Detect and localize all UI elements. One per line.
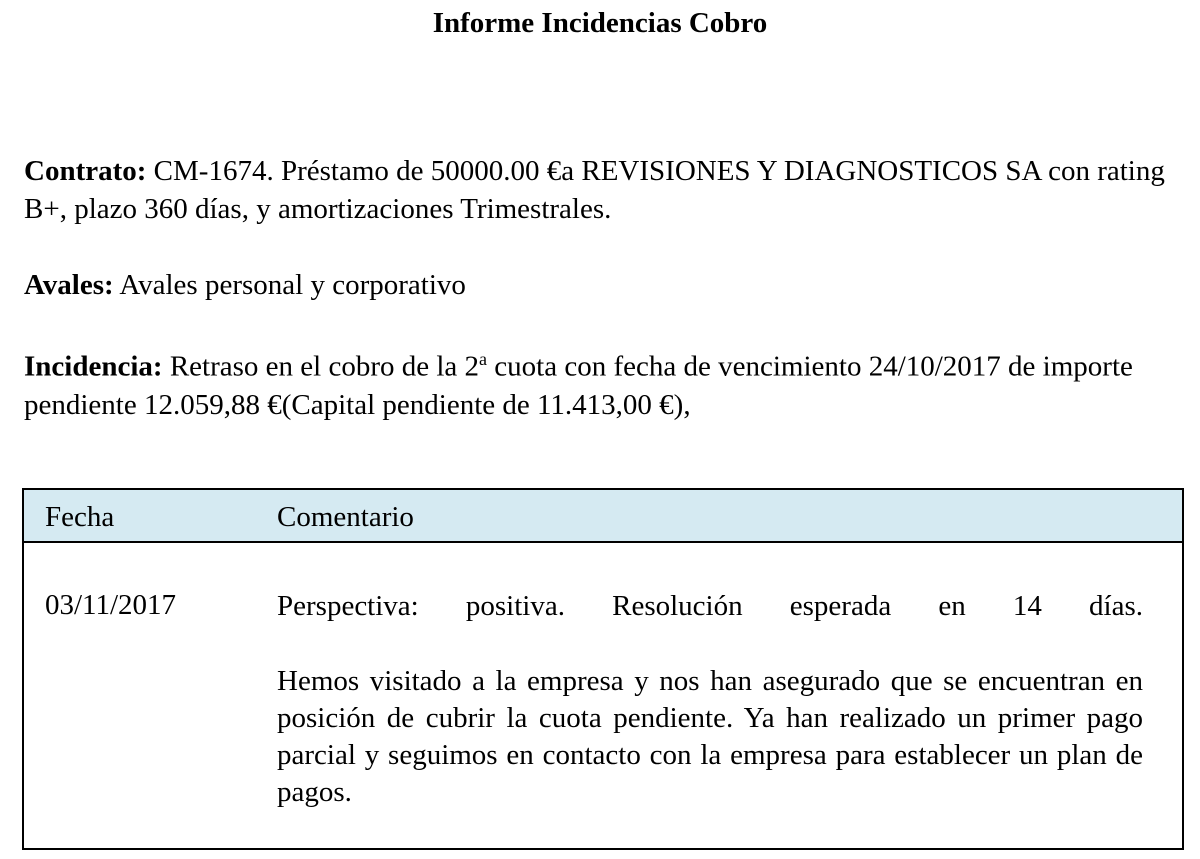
avales-text: Avales personal y corporativo [119,269,466,301]
header-comentario: Comentario [277,501,414,533]
incidencia-label: Incidencia: [24,350,163,383]
row-fecha: 03/11/2017 [45,589,177,621]
comment-perspective: Perspectiva: positiva. Resolución esperada en 14 días. [277,590,1143,622]
report-title: Informe Incidencias Cobro [432,7,768,39]
contrato-paragraph [24,152,1184,228]
table-header [24,490,1182,543]
incidencia-text-start: Retraso en el cobro de la 2 [169,350,480,383]
avales-paragraph [24,266,1184,304]
incidencia-text-end: cuota con fecha de vencimiento 24/10/2017 de importe pendiente 12.059,88 €(Capital pendiente de 11.413,00 €), [24,350,1133,421]
avales-label: Avales: [24,269,114,301]
row-comentario [277,588,1143,811]
contrato-text: CM-1674. Préstamo de 50000.00 €a REVISIONES Y DIAGNOSTICOS SA con rating B+, plazo 360 días, y amortizaciones Trimestrales. [24,155,1165,225]
incidencia-paragraph [24,340,1184,424]
incidencia-ordinal: a [479,349,488,369]
header-fecha: Fecha [45,501,115,533]
comment-detail: Hemos visitado a la empresa y nos han asegurado que se encuentran en posición de cubrir la cuota pendiente. Ya han realizado un primer pago parcial y seguimos en contacto con la empresa para establecer un plan de pagos. [277,665,1143,808]
contrato-label: Contrato: [24,155,147,187]
incidencias-table [22,488,1184,850]
